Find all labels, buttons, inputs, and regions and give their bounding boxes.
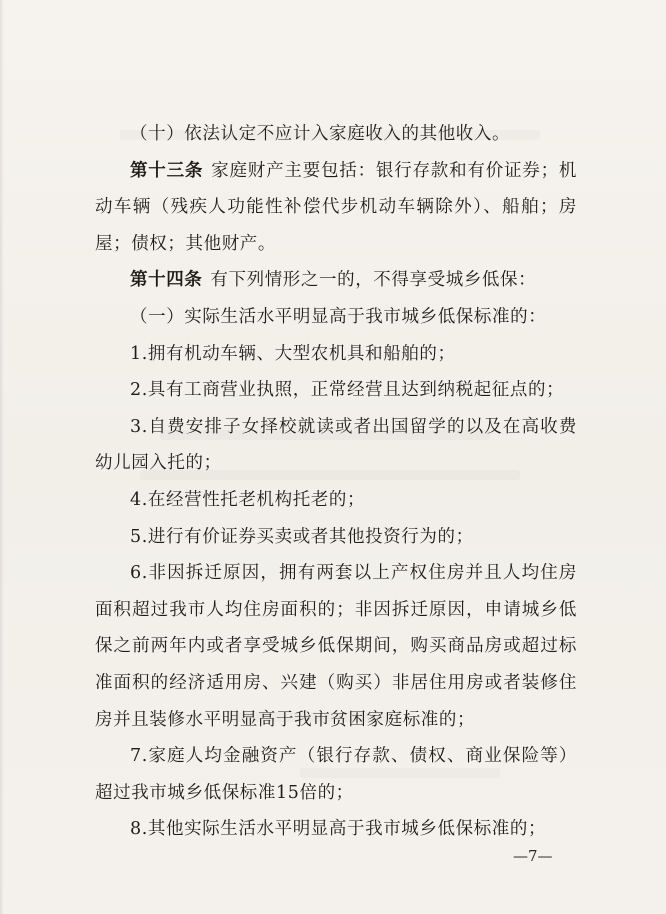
paragraph-text: （十）依法认定不应计入家庭收入的其他收入。 xyxy=(130,124,511,144)
paragraph xyxy=(95,116,577,153)
paragraph-text: 5.进行有价证券买卖或者其他投资行为的； xyxy=(130,526,474,547)
article-number: 第十三条 xyxy=(130,160,204,181)
document-body xyxy=(95,116,577,848)
paragraph xyxy=(95,519,577,556)
paragraph-text: 6.非因拆迁原因，拥有两套以上产权住房并且人均住房面积超过我市人均住房面积的；非因拆迁原因，申请城乡低保之前两年内或者享受城乡低保期间，购买商品房或超过标准面积的经济适用房、兴建（购买）非居住用房或者装修住房并且装修水平明显高于我市贫困家庭标准的； xyxy=(95,563,577,730)
paragraph xyxy=(95,262,577,299)
paragraph-text: 8.其他实际生活水平明显高于我市城乡低保标准的； xyxy=(130,819,547,840)
paragraph-text: 4.在经营性托老机构托老的； xyxy=(130,489,366,510)
paragraph xyxy=(95,738,577,811)
paragraph-text: 3.自费安排子女择校就读或者出国留学的以及在高收费幼儿园入托的； xyxy=(95,416,577,474)
article-number: 第十四条 xyxy=(130,270,203,291)
paragraph-text: 家庭财产主要包括：银行存款和有价证券；机动车辆（残疾人功能性补偿代步机动车辆除外）、船舶；房屋；债权；其他财产。 xyxy=(95,160,577,254)
page-number: —7— xyxy=(513,847,553,865)
paragraph-text: 有下列情形之一的，不得享受城乡低保： xyxy=(210,270,537,291)
scan-edge-shadow xyxy=(0,0,4,914)
paragraph xyxy=(95,299,577,336)
paragraph xyxy=(95,372,577,409)
paragraph xyxy=(95,482,577,519)
paragraph xyxy=(95,336,577,373)
paragraph xyxy=(95,153,577,263)
paragraph xyxy=(95,409,577,482)
paragraph-text: （一）实际生活水平明显高于我市城乡低保标准的： xyxy=(130,306,547,327)
paragraph xyxy=(95,811,577,848)
paragraph-text: 1.拥有机动车辆、大型农机具和船舶的； xyxy=(130,343,456,364)
paragraph-text: 2.具有工商营业执照，正常经营且达到纳税起征点的； xyxy=(130,380,565,401)
paragraph-text: 7.家庭人均金融资产（银行存款、债权、商业保险等）超过我市城乡低保标准15倍的； xyxy=(95,746,577,803)
paragraph xyxy=(95,555,577,738)
